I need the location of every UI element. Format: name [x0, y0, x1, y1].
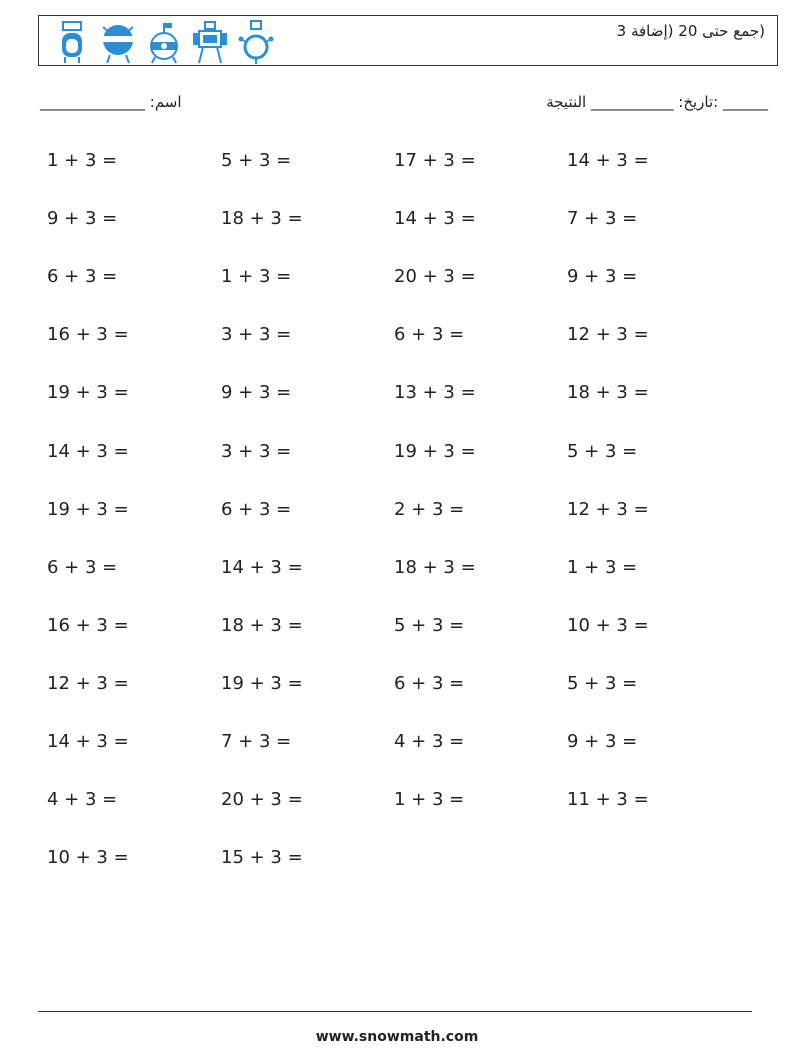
- problem-item: 19 + 3 =: [394, 440, 476, 462]
- problem-item: 5 + 3 =: [221, 150, 292, 171]
- robot-icon: [189, 19, 231, 65]
- robot-icons: [51, 19, 277, 65]
- problem-item: 10 + 3 =: [567, 614, 649, 636]
- problem-item: 1 + 3 =: [221, 266, 292, 288]
- problem-item: 3 + 3 =: [221, 440, 292, 462]
- problem-item: 6 + 3 =: [47, 556, 118, 578]
- problem-item: 14 + 3 =: [567, 150, 649, 171]
- problem-item: 5 + 3 =: [567, 672, 638, 694]
- robot-icon: [97, 19, 139, 65]
- problem-item: 7 + 3 =: [567, 208, 638, 230]
- problem-item: 20 + 3 =: [221, 789, 303, 811]
- problem-item: 7 + 3 =: [221, 731, 292, 752]
- problem-item: 14 + 3 =: [47, 440, 129, 462]
- problem-item: 2 + 3 =: [394, 498, 465, 520]
- problem-item: 16 + 3 =: [47, 614, 129, 636]
- problem-item: 20 + 3 =: [394, 266, 476, 288]
- worksheet-header: [38, 15, 778, 66]
- problem-item: 9 + 3 =: [567, 266, 638, 288]
- problem-item: 12 + 3 =: [567, 498, 649, 520]
- problem-item: 18 + 3 =: [567, 382, 649, 404]
- problem-item: 14 + 3 =: [47, 731, 129, 752]
- problem-item: 11 + 3 =: [567, 789, 649, 811]
- problem-item: 19 + 3 =: [47, 498, 129, 520]
- problem-item: 1 + 3 =: [394, 789, 465, 811]
- problem-item: 12 + 3 =: [47, 672, 129, 694]
- problem-item: 3 + 3 =: [221, 324, 292, 346]
- problem-item: 18 + 3 =: [221, 208, 303, 230]
- problem-item: 1 + 3 =: [47, 150, 118, 171]
- problem-item: 6 + 3 =: [394, 672, 465, 694]
- robot-icon: [235, 19, 277, 65]
- date-score-line: ______ :تاريخ: ___________ النتيجة: [546, 93, 768, 111]
- problem-item: 4 + 3 =: [47, 789, 118, 811]
- worksheet-title: (جمع حتى 20 (إضافة 3: [616, 22, 765, 40]
- problem-item: 13 + 3 =: [394, 382, 476, 404]
- problem-item: 6 + 3 =: [394, 324, 465, 346]
- robot-icon: [51, 19, 93, 65]
- problem-item: 17 + 3 =: [394, 150, 476, 171]
- problem-item: 15 + 3 =: [221, 847, 303, 869]
- problem-item: 12 + 3 =: [567, 324, 649, 346]
- problem-item: 9 + 3 =: [47, 208, 118, 230]
- footer-divider: [38, 1011, 752, 1012]
- problem-item: 18 + 3 =: [221, 614, 303, 636]
- problem-item: 4 + 3 =: [394, 731, 465, 752]
- robot-icon: [143, 19, 185, 65]
- problem-item: 14 + 3 =: [394, 208, 476, 230]
- problem-item: 9 + 3 =: [221, 382, 292, 404]
- problem-item: 6 + 3 =: [47, 266, 118, 288]
- problem-item: 16 + 3 =: [47, 324, 129, 346]
- footer-url: www.snowmath.com: [315, 1029, 479, 1045]
- problem-item: 10 + 3 =: [47, 847, 129, 869]
- problem-item: 5 + 3 =: [394, 614, 465, 636]
- name-line: اسم: ______________: [40, 93, 182, 111]
- problem-item: 14 + 3 =: [221, 556, 303, 578]
- problem-item: 18 + 3 =: [394, 556, 476, 578]
- problem-item: 1 + 3 =: [567, 556, 638, 578]
- problem-item: 19 + 3 =: [47, 382, 129, 404]
- problem-item: 5 + 3 =: [567, 440, 638, 462]
- problem-item: 9 + 3 =: [567, 731, 638, 752]
- problem-item: 6 + 3 =: [221, 498, 292, 520]
- problem-item: 19 + 3 =: [221, 672, 303, 694]
